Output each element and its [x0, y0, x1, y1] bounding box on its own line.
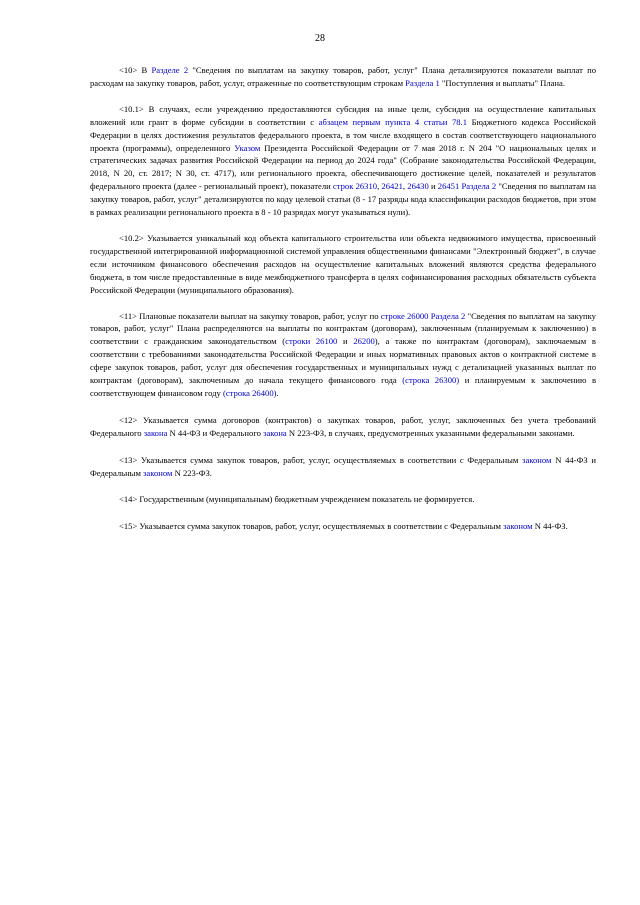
- reference-link[interactable]: абзацем первым пункта 4 статьи 78.1: [318, 116, 467, 127]
- reference-link[interactable]: закона: [263, 427, 287, 438]
- footnote-text: N 44-ФЗ и Федерального: [167, 427, 264, 438]
- reference-link[interactable]: 26430: [407, 181, 429, 192]
- reference-link[interactable]: 26200: [353, 336, 375, 347]
- footnote-text: и: [337, 336, 354, 347]
- footnote-text: <14> Государственным (муниципальным) бюджетным учреждением показатель не формируется.: [119, 494, 475, 505]
- reference-link[interactable]: 26421: [381, 181, 403, 192]
- footnote-13: [90, 454, 596, 480]
- footnote-text: "Сведения по выплатам на закупку товаров, работ, услуг" Плана распределяются на выплаты по контрактам (договорам), заключенным (планируемым к заключению) в соответствии с гражданским законодательством (: [90, 310, 596, 347]
- footnote-10: [90, 64, 596, 90]
- footnote-text: <15> Указывается сумма закупок товаров, работ, услуг, осуществляемых в соответствии с Федеральным: [119, 521, 504, 532]
- footnote-text: <10.1> В случаях, если учреждению предоставляются субсидия на иные цели, субсидия на осуществление капитальных вложений или грант в форме субсидии в соответствии с: [90, 103, 596, 127]
- footnote-text: ), а также по контрактам (договорам), заключаемым в соответствии с требованиями законодательства Российской Федерации и иных нормативных правовых актов о контрактной системе в сфере закупок товаров, работ, услуг для обеспечения государственных и муниципальных нужд с детализацией указанных выплат по контрактам (договорам), заключенным до начала текущего финансового года: [90, 336, 596, 386]
- footnote-text: N 223-ФЗ.: [172, 467, 212, 478]
- footnote-text: "Сведения по выплатам на закупку товаров, работ, услуг" Плана детализируются показатели выплат по расходам на закупку товаров, работ, услуг, отраженные по соответствующим строкам: [90, 65, 596, 88]
- footnote-text: N 44-ФЗ.: [532, 521, 568, 532]
- reference-link[interactable]: (строка 26400): [223, 387, 277, 398]
- footnote-11: [90, 310, 596, 400]
- footnote-text: <11> Плановые показатели выплат на закупку товаров, работ, услуг по: [119, 310, 381, 321]
- footnote-14: [90, 493, 596, 506]
- reference-link[interactable]: Раздела 1: [405, 77, 440, 88]
- reference-link[interactable]: строк 26310: [332, 181, 378, 192]
- footnote-text: "Поступления и выплаты" Плана.: [439, 77, 565, 88]
- footnote-text: <12> Указывается сумма договоров (контрактов) о закупках товаров, работ, услуг, заключенных без учета требований Федерального: [90, 414, 596, 438]
- reference-link[interactable]: закона: [143, 427, 168, 438]
- footnote-10-1: [90, 103, 596, 219]
- footnote-text: и: [428, 181, 438, 192]
- footnote-text: "Сведения по выплатам на закупку товаров, работ, услуг" детализируются по коду целевой статьи (8 - 17 разряды кода классификации расходов бюджетов, при этом в рамках реализации регионального проекта в 8 - 10 разрядах могут указываться нули).: [90, 181, 596, 218]
- footnote-text: ,: [402, 181, 408, 192]
- footnote-text: .: [276, 387, 279, 398]
- reference-link[interactable]: строке 26000: [380, 310, 429, 321]
- reference-link[interactable]: строки 26100: [285, 336, 338, 347]
- reference-link[interactable]: 26451: [437, 181, 460, 192]
- reference-link[interactable]: Раздела 2: [430, 310, 466, 321]
- page-number: 28: [315, 33, 325, 44]
- footnote-text: и планируемым к заключению в соответствующем финансовом году: [90, 375, 597, 398]
- reference-link[interactable]: законом: [522, 454, 552, 465]
- footnote-text: Бюджетного кодекса Российской Федерации в целях достижения результатов федерального проекта, в том числе входящего в состав соответствующего национального проекта (программы), определенного: [90, 116, 597, 153]
- reference-link[interactable]: законом: [503, 521, 533, 532]
- footnote-12: [90, 414, 596, 440]
- footnote-text: <10> В: [119, 65, 152, 75]
- footnote-text: Президента Российской Федерации от 7 мая 2018 г. N 204 "О национальных целях и стратегических задачах развития Российской Федерации на период до 2024 года" (Собрание законодательства Российской Федерации, 2018, N 20, ст. 2817; N 30, ст. 4717), или регионального проекта, обеспечивающего достижение целей, показателей и результатов федерального проекта (далее - региональный проект), показатели: [90, 142, 596, 192]
- footnote-text: <10.2> Указывается уникальный код объекта капитального строительства или объекта недвижимого имущества, присвоенный государственной интегрированной информационной системой управления общественными финансами "Электронный бюджет", в случае если источником финансового обеспечения расходов на осуществление капитальных вложений являются средства федерального бюджета, в том числе предоставленные в виде межбюджетного трансферта в целях софинансирования расходных обязательств субъекта Российской Федерации (муниципального образования).: [90, 232, 596, 295]
- footnotes-section: [90, 64, 596, 533]
- footnote-text: <13> Указывается сумма закупок товаров, работ, услуг, осуществляемых в соответствии с Федеральным: [119, 454, 523, 465]
- reference-link[interactable]: Указом: [234, 142, 261, 153]
- footnote-text: N 223-ФЗ, в случаях, предусмотренных указанными федеральными законами.: [286, 427, 575, 438]
- footnote-text: N 44-ФЗ и Федеральным: [90, 454, 596, 478]
- footnote-15: [90, 520, 596, 533]
- reference-link[interactable]: Раздела 2: [461, 181, 497, 192]
- footnote-text: ,: [377, 181, 382, 192]
- reference-link[interactable]: Разделе 2: [151, 65, 189, 75]
- footnote-10-2: [90, 232, 596, 297]
- reference-link[interactable]: (строка 26300): [402, 375, 460, 386]
- reference-link[interactable]: законом: [143, 467, 173, 478]
